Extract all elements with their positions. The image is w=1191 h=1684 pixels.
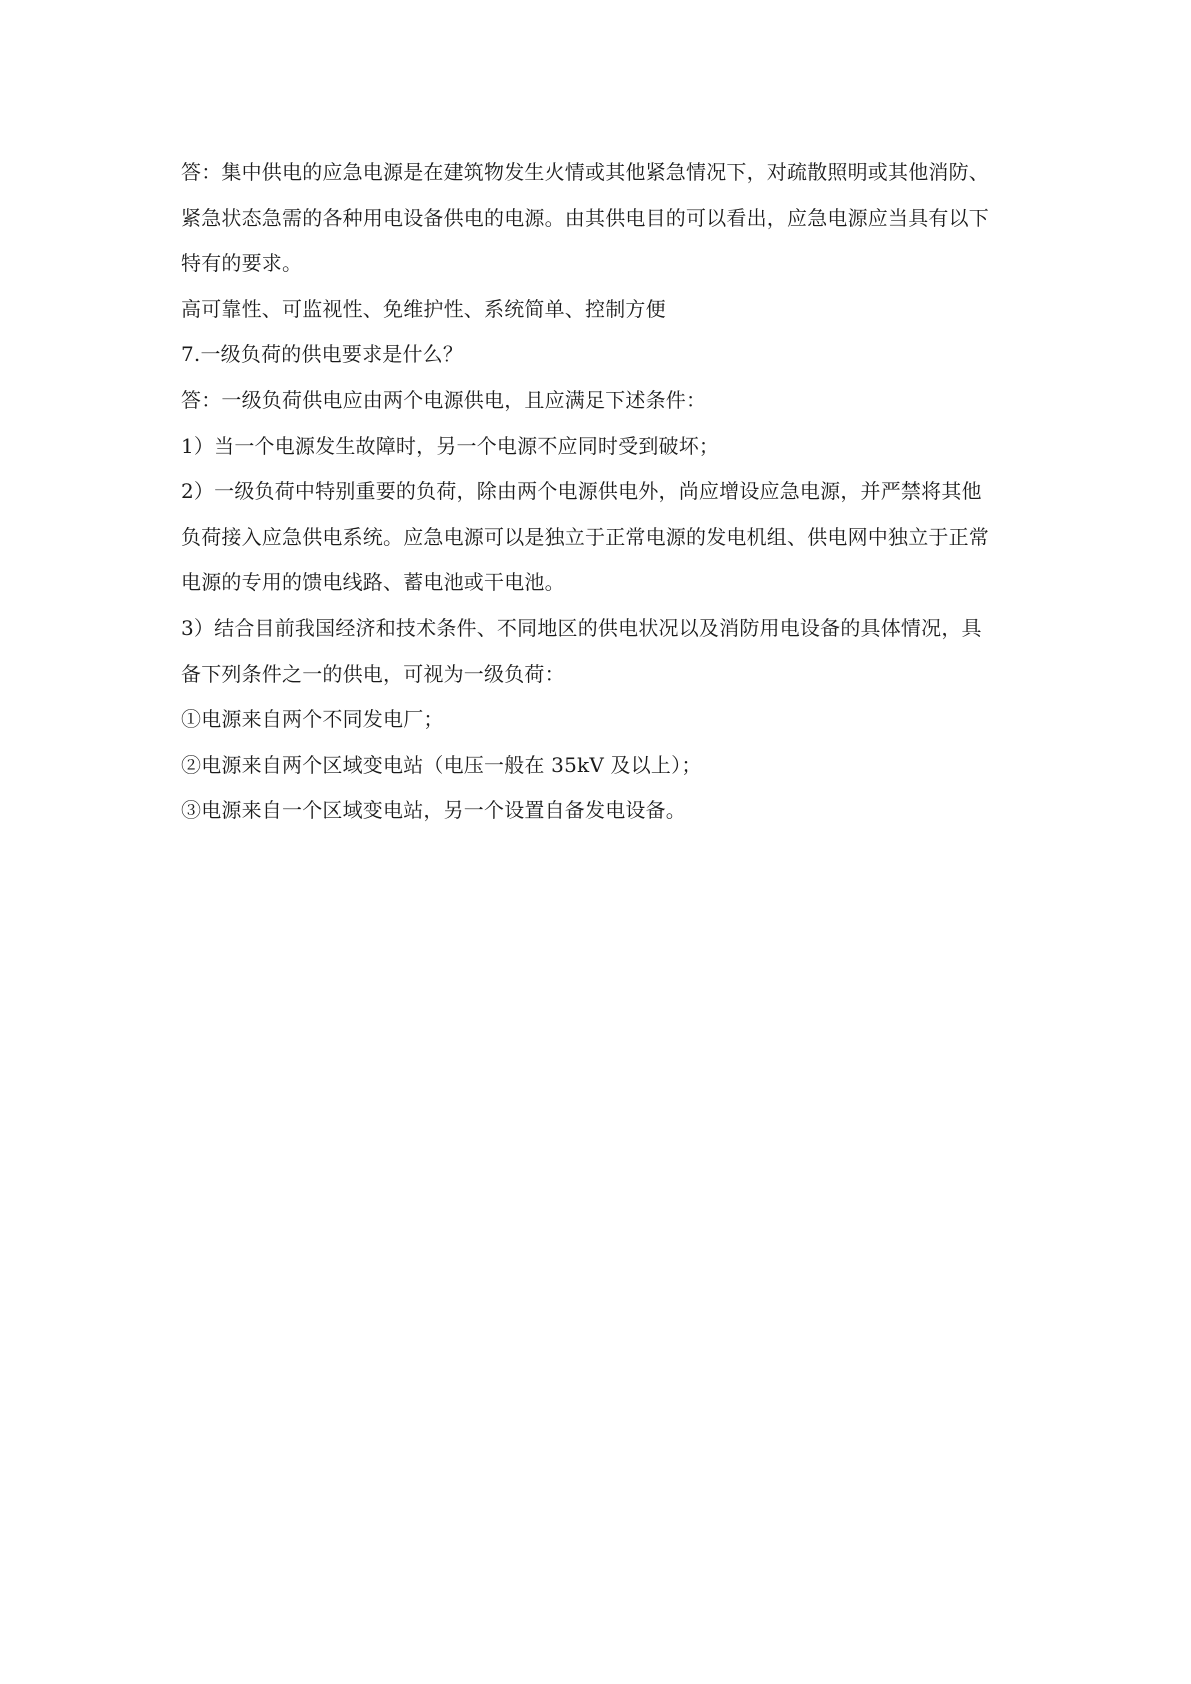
document-body [181, 150, 1021, 834]
option-3: ③电源来自一个区域变电站，另一个设置自备发电设备。 [181, 798, 686, 823]
condition-2-line-2: 负荷接入应急供电系统。应急电源可以是独立于正常电源的发电机组、供电网中独立于正常 [181, 524, 989, 549]
answer-6-line-1: 答：集中供电的应急电源是在建筑物发生火情或其他紧急情况下，对疏散照明或其他消防、 [181, 160, 989, 184]
requirements-summary: 高可靠性、可监视性、免维护性、系统简单、控制方便 [181, 296, 666, 321]
answer-6-line-2: 紧急状态急需的各种用电设备供电的电源。由其供电目的可以看出，应急电源应当具有以下 [181, 205, 989, 230]
condition-2-line-3: 电源的专用的馈电线路、蓄电池或干电池。 [181, 570, 565, 595]
condition-3-line-1: 3）结合目前我国经济和技术条件、不同地区的供电状况以及消防用电设备的具体情况，具 [181, 615, 982, 640]
condition-2-line-1: 2）一级负荷中特别重要的负荷，除由两个电源供电外，尚应增设应急电源，并严禁将其他 [181, 479, 982, 504]
option-2: ②电源来自两个区域变电站（电压一般在 35kV 及以上）； [181, 752, 702, 777]
condition-3-line-2: 备下列条件之一的供电，可视为一级负荷： [181, 661, 565, 686]
question-7: 7.一级负荷的供电要求是什么？ [181, 342, 464, 367]
option-1: ①电源来自两个不同发电厂； [181, 707, 444, 732]
answer-6-line-3: 特有的要求。 [181, 251, 303, 276]
answer-7-intro: 答：一级负荷供电应由两个电源供电，且应满足下述条件： [181, 387, 707, 412]
condition-1: 1）当一个电源发生故障时，另一个电源不应同时受到破坏； [181, 433, 720, 458]
